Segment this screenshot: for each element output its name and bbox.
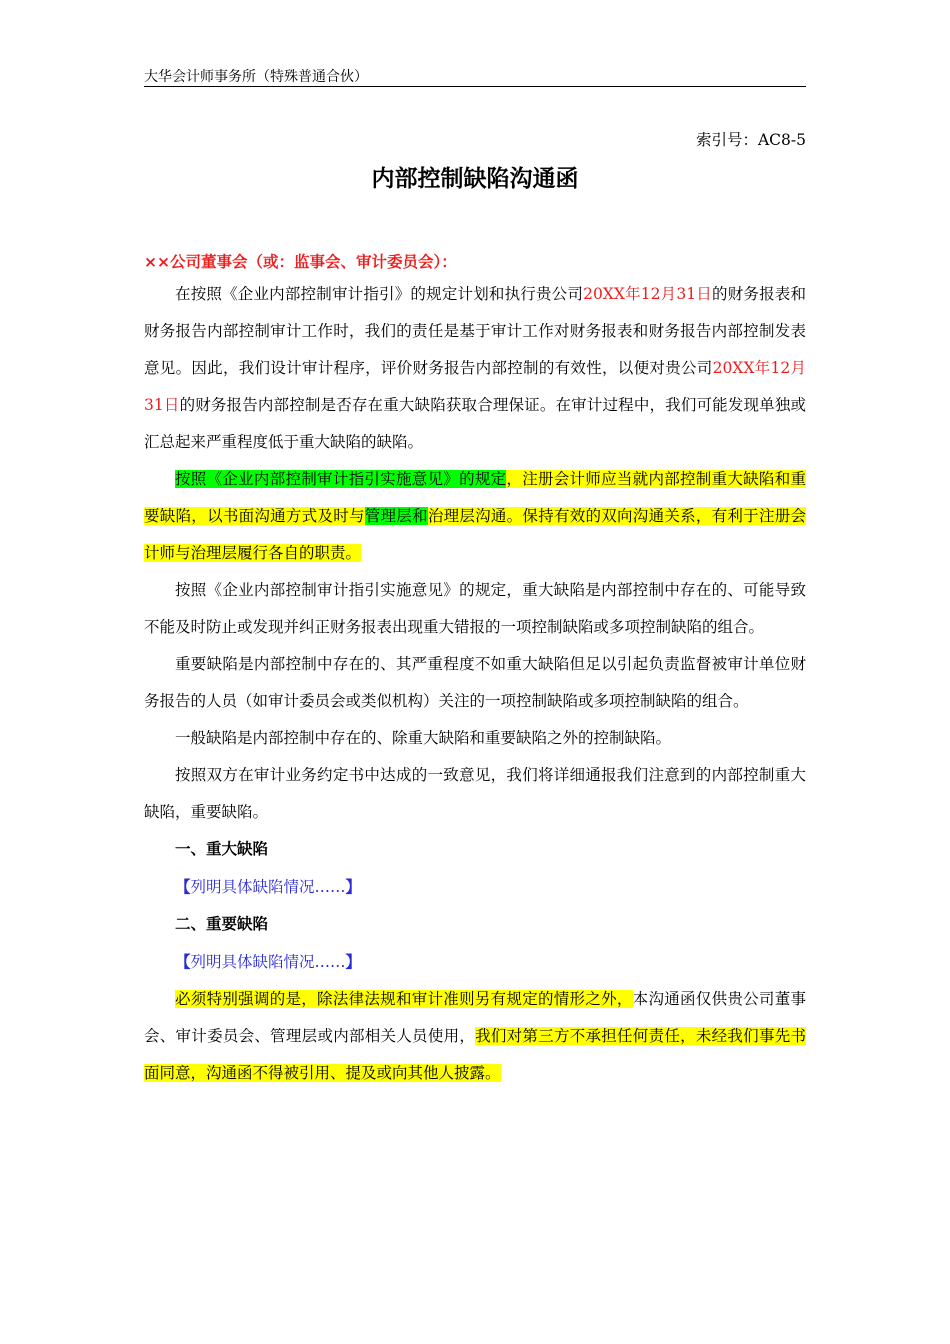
p1-text-b: 的财务报表和财务报告内部控制审计工作时，我们的责任是基于审计工作对财务报表和财务报告内部控制发表意见。因此，我们设计审计程序，评价财务报告内部控制的有效性，以便对贵公司	[144, 285, 806, 377]
section-heading-significant: 二、重要缺陷	[175, 915, 269, 933]
p7-plain-text: 本沟通函仅供贵公司董事会、审计委员会、管理层或内部相关人员使用，	[144, 990, 806, 1045]
highlight-yellow-2: 治理层沟通。保持有效的双向沟通关系，有利于注册会计师与治理层履行各自的职责。	[144, 507, 806, 562]
index-number: 索引号：AC8-5	[695, 131, 806, 149]
paragraph-restriction	[144, 981, 806, 1092]
section-heading-material: 一、重大缺陷	[175, 840, 269, 858]
paragraph-agreement: 按照双方在审计业务约定书中达成的一致意见，我们将详细通报我们注意到的内部控制重大缺陷，重要缺陷。	[144, 766, 806, 821]
bracket-close: 】	[345, 952, 362, 971]
placeholder-text: 列明具体缺陷情况……	[190, 878, 346, 896]
bracket-open: 【	[175, 877, 191, 896]
paragraph-general-deficiency-def: 一般缺陷是内部控制中存在的、除重大缺陷和重要缺陷之外的控制缺陷。	[175, 729, 672, 747]
paragraph-communication	[144, 461, 806, 572]
section-placeholder-significant	[144, 943, 806, 981]
header-firm-name: 大华会计师事务所（特殊普通合伙）	[144, 69, 368, 85]
highlight-yellow-4: 我们对第三方不承担任何责任，未经我们事先书面同意，沟通函不得被引用、提及或向其他人披露。	[144, 1027, 806, 1082]
highlight-green-1: 按照《企业内部控制审计指引实施意见》的规定	[175, 470, 507, 488]
paragraph-responsibility	[144, 276, 806, 461]
header-divider	[144, 86, 806, 87]
highlight-yellow-1: ，注册会计师应当就内部控制重大缺陷和重要缺陷，以书面沟通方式及时与	[144, 470, 806, 525]
section-placeholder-material	[144, 868, 806, 906]
p1-text-c: 的财务报告内部控制是否存在重大缺陷获取合理保证。在审计过程中，我们可能发现单独或汇总起来严重程度低于重大缺陷的缺陷。	[144, 396, 806, 451]
document-title: 内部控制缺陷沟通函	[371, 166, 579, 192]
addressee: ××公司董事会（或：监事会、审计委员会）：	[144, 253, 457, 271]
p1-text-a: 在按照《企业内部控制审计指引》的规定计划和执行贵公司	[175, 285, 584, 303]
highlight-yellow-3: 必须特别强调的是，除法律法规和审计准则另有规定的情形之外，	[175, 990, 633, 1008]
paragraph-significant-deficiency-def: 重要缺陷是内部控制中存在的、其严重程度不如重大缺陷但足以引起负责监督被审计单位财务报告的人员（如审计委员会或类似机构）关注的一项控制缺陷或多项控制缺陷的组合。	[144, 655, 806, 710]
period-end-date-2: 20XX年12月31日	[144, 359, 806, 414]
period-end-date: 20XX年12月31日	[583, 285, 712, 303]
bracket-open: 【	[175, 952, 191, 971]
highlight-green-2: 管理层和	[364, 507, 428, 525]
placeholder-text: 列明具体缺陷情况……	[190, 953, 346, 971]
bracket-close: 】	[345, 877, 362, 896]
paragraph-material-weakness-def: 按照《企业内部控制审计指引实施意见》的规定，重大缺陷是内部控制中存在的、可能导致不能及时防止或发现并纠正财务报表出现重大错报的一项控制缺陷或多项控制缺陷的组合。	[144, 581, 806, 636]
letter-body	[144, 276, 806, 1092]
